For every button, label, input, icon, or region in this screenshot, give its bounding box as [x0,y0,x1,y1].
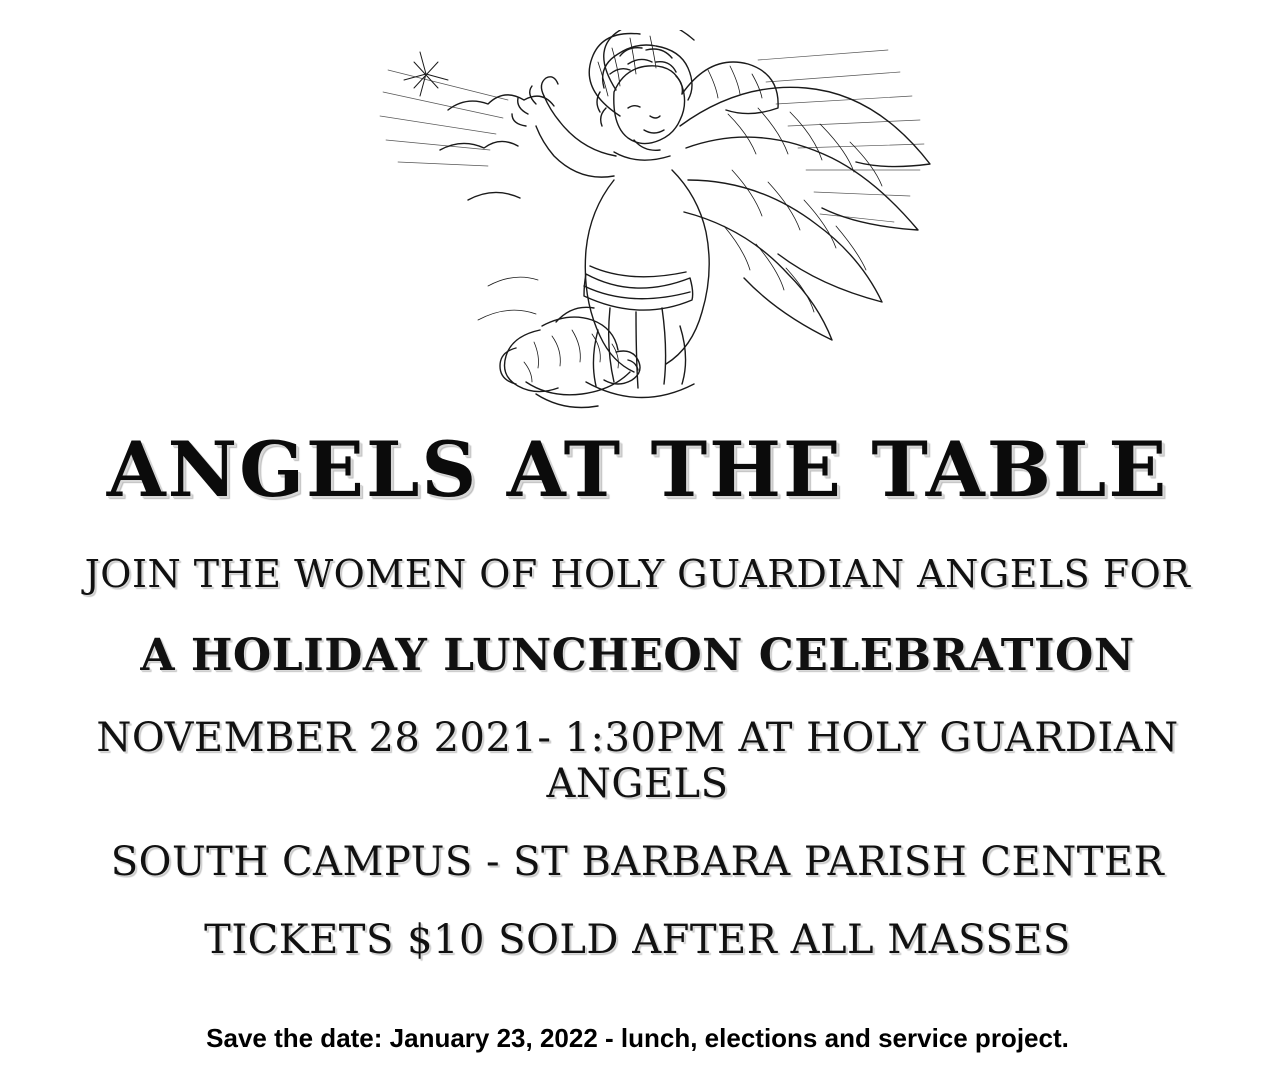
page-title: ANGELS AT THE TABLE [106,425,1169,514]
save-the-date-note: Save the date: January 23, 2022 - lunch, elections and service project. [206,1022,1069,1053]
angel-illustration-svg [328,30,948,410]
angel-illustration [0,20,1275,420]
flyer-text-block [0,425,1275,1054]
event-headline: A HOLIDAY LUNCHEON CELEBRATION [140,629,1135,681]
intro-line: JOIN THE WOMEN OF HOLY GUARDIAN ANGELS FOR [84,551,1191,596]
event-location: SOUTH CAMPUS - ST BARBARA PARISH CENTER [110,838,1165,885]
ticket-info: TICKETS $10 SOLD AFTER ALL MASSES [204,916,1071,963]
event-datetime: NOVEMBER 28 2021- 1:30PM AT HOLY GUARDIAN ANGELS [96,714,1179,807]
